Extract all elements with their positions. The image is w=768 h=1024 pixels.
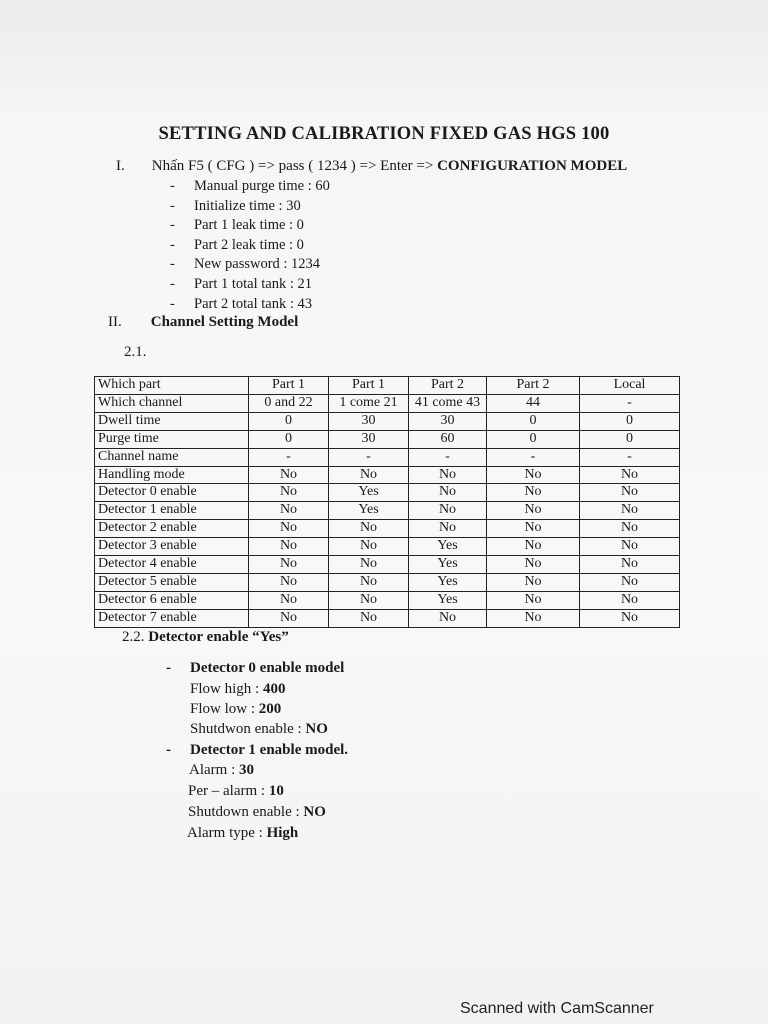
table-cell: No: [249, 484, 329, 502]
row-label-cell: Channel name: [95, 448, 249, 466]
table-cell: Yes: [409, 556, 487, 574]
table-cell: No: [580, 573, 680, 591]
detector-0-heading: - Detector 0 enable model: [166, 660, 345, 676]
table-cell: No: [580, 484, 680, 502]
table-cell: -: [409, 448, 487, 466]
table-cell: 0: [487, 430, 580, 448]
subsection-2-2-text: Detector enable “Yes”: [148, 629, 289, 645]
config-item-text: Manual purge time : 60: [194, 178, 330, 194]
table-cell: No: [329, 609, 409, 627]
table-row: [95, 484, 680, 502]
table-row: [95, 466, 680, 484]
table-cell: No: [249, 538, 329, 556]
list-dash: -: [170, 217, 175, 234]
table-cell: -: [580, 394, 680, 412]
table-cell: 30: [409, 412, 487, 430]
table-cell: No: [329, 520, 409, 538]
table-cell: No: [409, 520, 487, 538]
table-cell: No: [249, 502, 329, 520]
table-cell: No: [409, 502, 487, 520]
config-item: [170, 256, 330, 276]
config-item-text: Part 2 total tank : 43: [194, 295, 312, 312]
table-cell: No: [329, 538, 409, 556]
section-1-text: Nhấn F5 ( CFG ) => pass ( 1234 ) => Enter =>: [151, 158, 438, 174]
config-item: [170, 178, 330, 198]
table-cell: No: [580, 609, 680, 627]
table-row: [95, 394, 680, 412]
list-dash: -: [170, 256, 175, 273]
table-cell: No: [580, 520, 680, 538]
table-row: [95, 377, 680, 395]
table-row: [95, 502, 680, 520]
table-cell: No: [487, 484, 580, 502]
channel-settings-table: [94, 376, 680, 628]
table-cell: No: [580, 538, 680, 556]
table-cell: No: [487, 591, 580, 609]
table-cell: No: [487, 466, 580, 484]
table-cell: No: [580, 591, 680, 609]
row-label-cell: Purge time: [95, 430, 249, 448]
table-cell: No: [580, 466, 680, 484]
section-2-number: II.: [108, 314, 122, 330]
list-dash: -: [170, 178, 175, 194]
table-cell: Yes: [329, 484, 409, 502]
table-cell: Yes: [409, 573, 487, 591]
section-2-text: Channel Setting Model: [150, 314, 299, 330]
configuration-list: [170, 178, 330, 315]
table-cell: 0: [580, 412, 680, 430]
table-cell: Part 1: [249, 377, 329, 395]
table-cell: No: [249, 573, 329, 591]
config-item: [170, 296, 330, 316]
section-1-bold: CONFIGURATION MODEL: [437, 158, 628, 174]
table-cell: Yes: [329, 502, 409, 520]
row-label-cell: Handling mode: [95, 466, 249, 484]
table-cell: No: [487, 502, 580, 520]
table-cell: No: [249, 466, 329, 484]
list-dash: -: [170, 236, 175, 253]
detector-1-shutdown: Shutdown enable : NO: [188, 804, 326, 820]
table-cell: 44: [487, 394, 580, 412]
detector-1-pre-alarm: Per – alarm : 10: [188, 783, 284, 799]
table-cell: No: [249, 556, 329, 574]
camscanner-watermark: Scanned with CamScanner: [460, 1000, 654, 1017]
row-label-cell: Which part: [95, 377, 249, 395]
table-cell: No: [487, 520, 580, 538]
detector-1-heading: - Detector 1 enable model.: [166, 742, 349, 758]
row-label-cell: Which channel: [95, 394, 249, 412]
config-item: [170, 217, 330, 237]
config-item-text: Part 1 leak time : 0: [194, 217, 304, 234]
table-row: [95, 556, 680, 574]
table-cell: -: [580, 448, 680, 466]
table-cell: No: [580, 502, 680, 520]
table-cell: No: [329, 466, 409, 484]
list-dash: -: [170, 275, 175, 292]
subsection-2-2: [122, 629, 289, 646]
table-cell: -: [487, 448, 580, 466]
list-dash: -: [170, 197, 175, 214]
config-item-text: Initialize time : 30: [194, 197, 301, 214]
document-title: SETTING AND CALIBRATION FIXED GAS HGS 100: [158, 124, 610, 144]
table-row: [95, 448, 680, 466]
table-cell: No: [487, 573, 580, 591]
table-row: [95, 520, 680, 538]
table-cell: No: [487, 538, 580, 556]
table-cell: No: [329, 556, 409, 574]
list-dash: -: [170, 295, 175, 312]
table-cell: -: [329, 448, 409, 466]
config-item-text: New password : 1234: [194, 256, 321, 273]
table-cell: Part 2: [409, 377, 487, 395]
table-cell: No: [249, 609, 329, 627]
config-item: [170, 276, 330, 296]
section-2-heading: [108, 314, 298, 331]
row-label-cell: Detector 6 enable: [95, 591, 249, 609]
table-cell: 0: [580, 430, 680, 448]
table-cell: 0: [249, 412, 329, 430]
section-1-heading: [116, 158, 627, 175]
table-cell: -: [249, 448, 329, 466]
config-item-text: Part 1 total tank : 21: [194, 275, 312, 292]
table-cell: Part 1: [329, 377, 409, 395]
subsection-2-1: 2.1.: [124, 344, 147, 360]
table-row: [95, 430, 680, 448]
detector-0-flow-low: Flow low : 200: [190, 701, 282, 717]
detector-0-flow-high: Flow high : 400: [190, 681, 286, 697]
table-cell: No: [249, 591, 329, 609]
detector-1-alarm: Alarm : 30: [189, 762, 254, 778]
section-1-number: I.: [116, 158, 125, 174]
table-cell: No: [249, 520, 329, 538]
table-cell: Yes: [409, 538, 487, 556]
table-cell: No: [487, 556, 580, 574]
table-cell: No: [329, 573, 409, 591]
table-row: [95, 412, 680, 430]
table-cell: No: [409, 484, 487, 502]
table-cell: No: [329, 591, 409, 609]
table-row: [95, 538, 680, 556]
table-cell: 30: [329, 412, 409, 430]
table-cell: Local: [580, 377, 680, 395]
table-cell: 0: [249, 430, 329, 448]
row-label-cell: Detector 4 enable: [95, 556, 249, 574]
config-item-text: Part 2 leak time : 0: [194, 236, 304, 253]
table-cell: 30: [329, 430, 409, 448]
table-row: [95, 591, 680, 609]
table-cell: No: [580, 556, 680, 574]
row-label-cell: Detector 2 enable: [95, 520, 249, 538]
config-item: [170, 198, 330, 218]
table-cell: 41 come 43: [409, 394, 487, 412]
row-label-cell: Detector 0 enable: [95, 484, 249, 502]
row-label-cell: Detector 3 enable: [95, 538, 249, 556]
table-row: [95, 573, 680, 591]
subsection-2-2-number: 2.2.: [122, 629, 145, 645]
row-label-cell: Detector 7 enable: [95, 609, 249, 627]
row-label-cell: Dwell time: [95, 412, 249, 430]
detector-1-alarm-type: Alarm type : High: [187, 825, 299, 841]
row-label-cell: Detector 1 enable: [95, 502, 249, 520]
detector-0-shutdown: Shutdwon enable : NO: [190, 721, 328, 737]
table-cell: 0: [487, 412, 580, 430]
table-row: [95, 609, 680, 627]
table-cell: 0 and 22: [249, 394, 329, 412]
table-cell: No: [487, 609, 580, 627]
table-cell: 1 come 21: [329, 394, 409, 412]
config-item: [170, 237, 330, 257]
table-cell: No: [409, 466, 487, 484]
row-label-cell: Detector 5 enable: [95, 573, 249, 591]
table-cell: No: [409, 609, 487, 627]
table-cell: Part 2: [487, 377, 580, 395]
table-cell: Yes: [409, 591, 487, 609]
table-cell: 60: [409, 430, 487, 448]
